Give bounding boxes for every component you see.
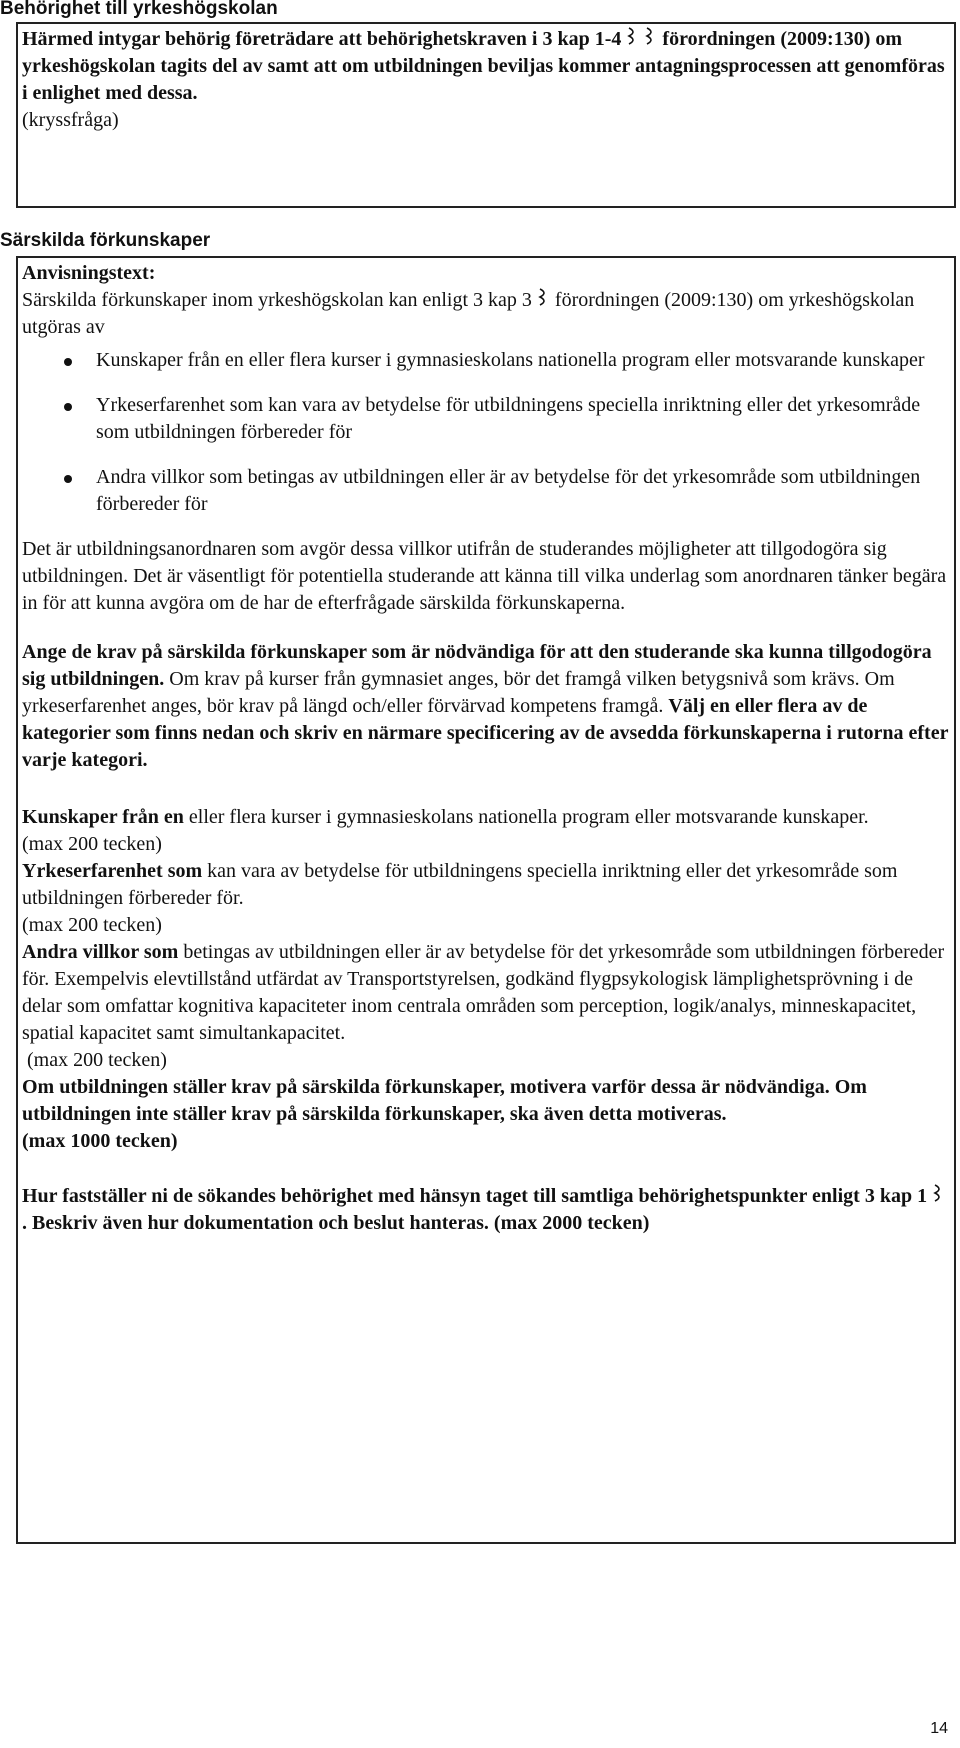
- list-item: Andra villkor som betingas av utbildningen eller är av betydelse för det yrkesområde som utbildningen förbereder för: [22, 464, 950, 518]
- section-sign-icon: [645, 26, 657, 48]
- question-type-label: (kryssfråga): [22, 109, 119, 131]
- bullet-icon: [64, 403, 72, 411]
- guidance-label: Anvisningstext:: [22, 262, 156, 284]
- prerequisite-list: [22, 347, 950, 518]
- section-heading-eligibility: Behörighet till yrkeshögskolan: [0, 0, 278, 19]
- section-sign-icon: [627, 26, 639, 48]
- category-experience: Yrkeserfarenhet som kan vara av betydelse för utbildningens speciella inriktning eller det yrkesområde som utbildningen förbereder för.: [22, 860, 898, 909]
- eligibility-box: [16, 22, 956, 208]
- guidance-paragraph: Det är utbildningsanordnaren som avgör dessa villkor utifrån de studerandes möjligheter att tillgodogöra sig utbildningen. Det är väsentligt för potentiella studerande att känna till vilka underlag som anordnaren tänker begära in för att kunna avgöra om de har de efterfrågade särskilda förkunskaperna.: [22, 538, 947, 614]
- section-sign-icon: [538, 287, 550, 309]
- eligibility-question: Hur fastställer ni de sökandes behörighet med hänsyn taget till samtliga behörighetspunkter enligt 3 kap 1. Beskriv även hur dokumentation och beslut hanteras. (max 2000 tecken): [22, 1183, 950, 1237]
- character-limit: (max 1000 tecken): [22, 1130, 178, 1152]
- guidance-intro-cont: förordningen (2009:130) om yrkeshögskolan utgöras av: [22, 289, 915, 338]
- page-number: 14: [930, 1720, 948, 1737]
- category-other: Andra villkor som betingas av utbildningen eller är av betydelse för det yrkesområde som utbildningen förbereder för. Exempelvis elevtillstånd utfärdat av Transportstyrelsen, godkänd flygpsykologisk lämplighetsprövning i de delar som omfattar kognitiva kapaciteter inom centrala områden som perception, logik/analys, minneskapacitet, spatial kapacitet samt simultankapacitet.: [22, 941, 945, 1044]
- eligibility-statement-cont: förordningen (2009:130) om yrkeshögskolan tagits del av samt att om utbildningen beviljas kommer antagningsprocessen att genomföras i enlighet med dessa.: [22, 28, 945, 104]
- motivation-question: Om utbildningen ställer krav på särskilda förkunskaper, motivera varför dessa är nödvändiga. Om utbildningen inte ställer krav på särskilda förkunskaper, ska även detta motiveras.: [22, 1076, 867, 1125]
- instruction-paragraph: Ange de krav på särskilda förkunskaper som är nödvändiga för att den studerande ska kunna tillgodogöra sig utbildningen. Om krav på kurser från gymnasiet anges, bör det framgå vilken betygsnivå som krävs. Om yrkeserfarenhet anges, bör krav på längd och/eller förvärvad kompetens framgå. Välj en eller flera av de kategorier som finns nedan och skriv en närmare specificering av de avsedda förkunskaperna i rutorna efter varje kategori.: [22, 641, 949, 771]
- section-heading-prerequisites: Särskilda förkunskaper: [0, 230, 211, 251]
- prerequisites-box: [16, 256, 956, 1544]
- character-limit: (max 200 tecken): [22, 914, 162, 936]
- character-limit: (max 200 tecken): [22, 833, 162, 855]
- category-knowledge: Kunskaper från en eller flera kurser i gymnasieskolans nationella program eller motsvarande kunskaper.: [22, 806, 869, 828]
- guidance-intro: Särskilda förkunskaper inom yrkeshögskolan kan enligt 3 kap 3: [22, 289, 532, 311]
- bullet-icon: [64, 358, 72, 366]
- list-item: Yrkeserfarenhet som kan vara av betydelse för utbildningens speciella inriktning eller det yrkesområde som utbildningen förbereder för: [22, 392, 950, 446]
- eligibility-statement: Härmed intygar behörig företrädare att behörighetskraven i 3 kap 1-4: [22, 28, 622, 50]
- character-limit: (max 200 tecken): [22, 1049, 167, 1071]
- section-sign-icon: [933, 1183, 945, 1205]
- bullet-icon: [64, 475, 72, 483]
- list-item: Kunskaper från en eller flera kurser i gymnasieskolans nationella program eller motsvarande kunskaper: [22, 347, 950, 374]
